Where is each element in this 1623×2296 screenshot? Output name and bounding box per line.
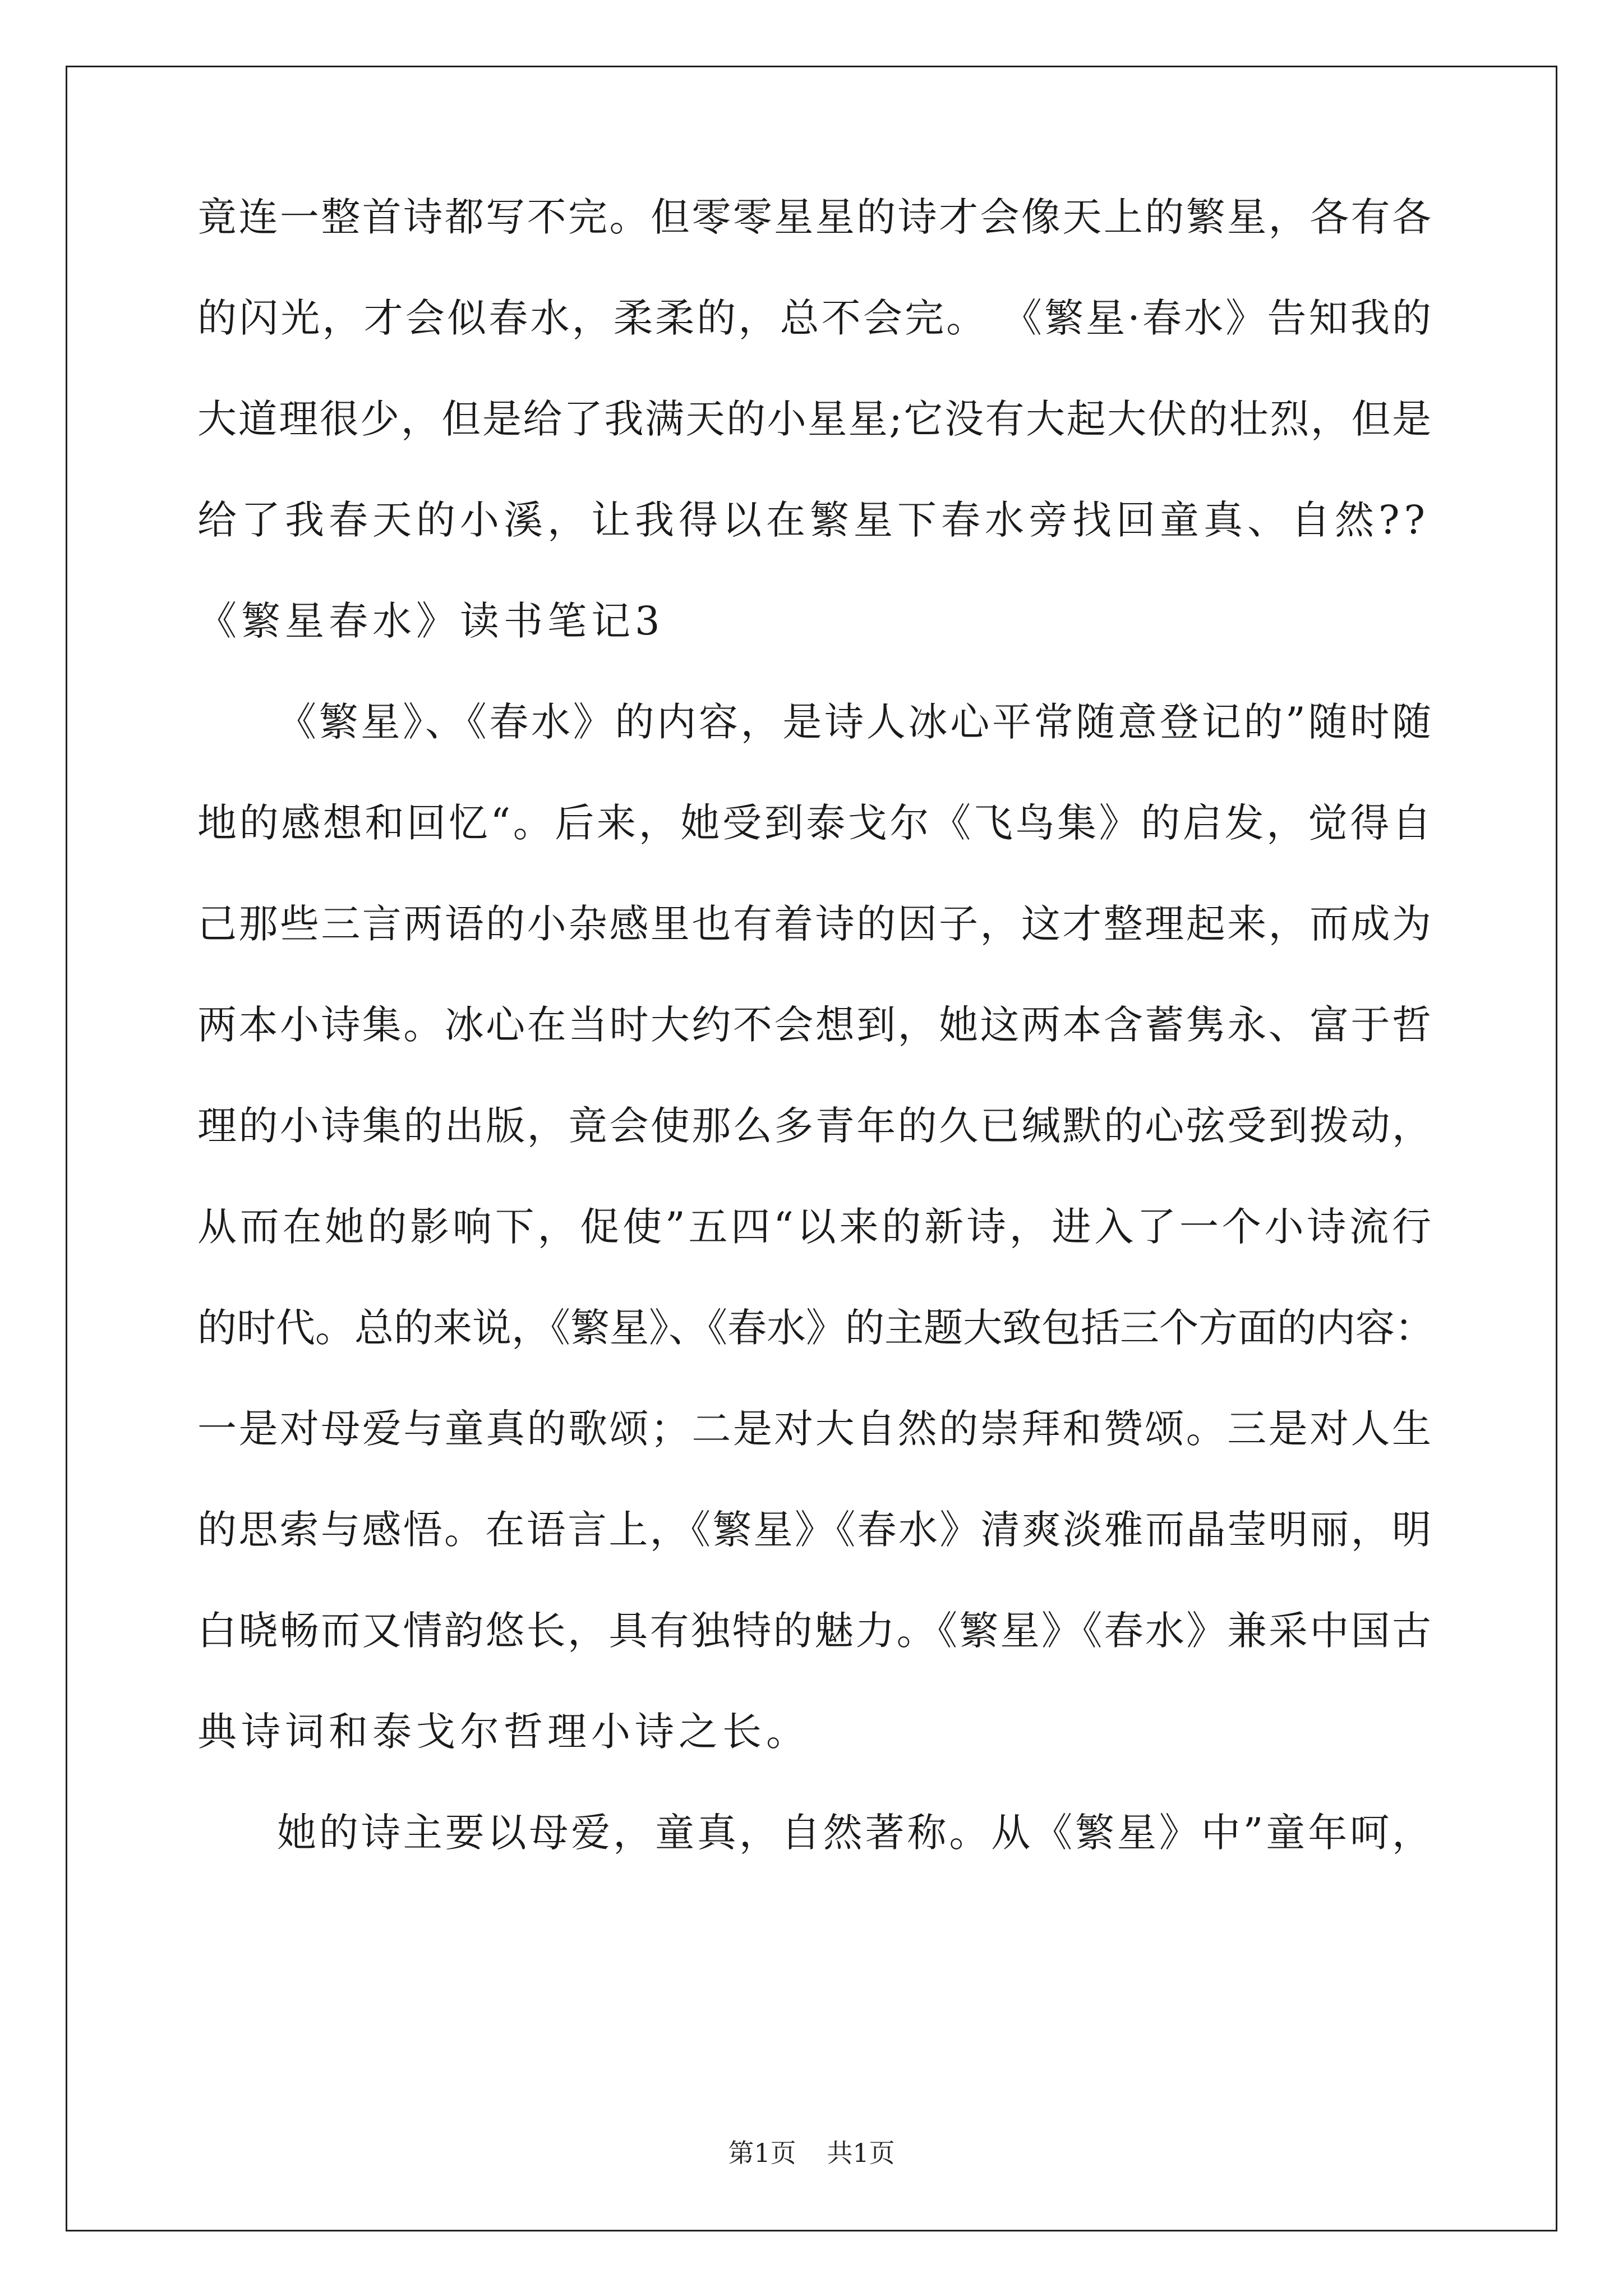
text-line: 的思索与感悟。在语言上，《繁星》《春水》清爽淡雅而晶莹明丽，明 (197, 1507, 1431, 1553)
text-line: 大道理很少，但是给了我满天的小星星;它没有大起大伏的壮烈，但是 (197, 396, 1431, 442)
text-line: 给了我春天的小溪，让我得以在繁星下春水旁找回童真、自然?? (197, 497, 1430, 543)
text-line: 己那些三言两语的小杂感里也有着诗的因子，这才整理起来，而成为 (197, 901, 1431, 947)
text-line: 的时代。总的来说，《繁星》、《春水》的主题大致包括三个方面的内容： (197, 1305, 1434, 1351)
page-total: 共1页 (827, 2138, 895, 2168)
page-number: 第1页 (728, 2138, 796, 2168)
section-heading: 《繁星春水》读书笔记3 (197, 598, 665, 644)
text-line: 《繁星》、《春水》的内容，是诗人冰心平常随意登记的”随时随 (277, 699, 1431, 745)
text-line: 一是对母爱与童真的歌颂；二是对大自然的崇拜和赞颂。三是对人生 (197, 1406, 1431, 1452)
page-footer (0, 2140, 1623, 2166)
text-line: 两本小诗集。冰心在当时大约不会想到，她这两本含蓄隽永、富于哲 (197, 1002, 1431, 1048)
text-line: 理的小诗集的出版，竟会使那么多青年的久已缄默的心弦受到拨动， (197, 1103, 1431, 1149)
text-line: 竟连一整首诗都写不完。但零零星星的诗才会像天上的繁星，各有各 (197, 194, 1431, 240)
text-line: 白晓畅而又情韵悠长，具有独特的魅力。《繁星》《春水》兼采中国古 (197, 1608, 1431, 1654)
document-body (197, 194, 1434, 1914)
text-line: 从而在她的影响下，促使”五四“以来的新诗，进入了一个小诗流行 (197, 1204, 1431, 1250)
text-line: 地的感想和回忆“。后来，她受到泰戈尔《飞鸟集》的启发，觉得自 (197, 800, 1431, 846)
text-line: 的闪光，才会似春水，柔柔的，总不会完。 《繁星·春水》告知我的 (197, 295, 1432, 341)
text-line: 她的诗主要以母爱，童真，自然著称。从《繁星》中”童年呵， (277, 1810, 1431, 1856)
text-line: 典诗词和泰戈尔哲理小诗之长。 (197, 1709, 810, 1755)
